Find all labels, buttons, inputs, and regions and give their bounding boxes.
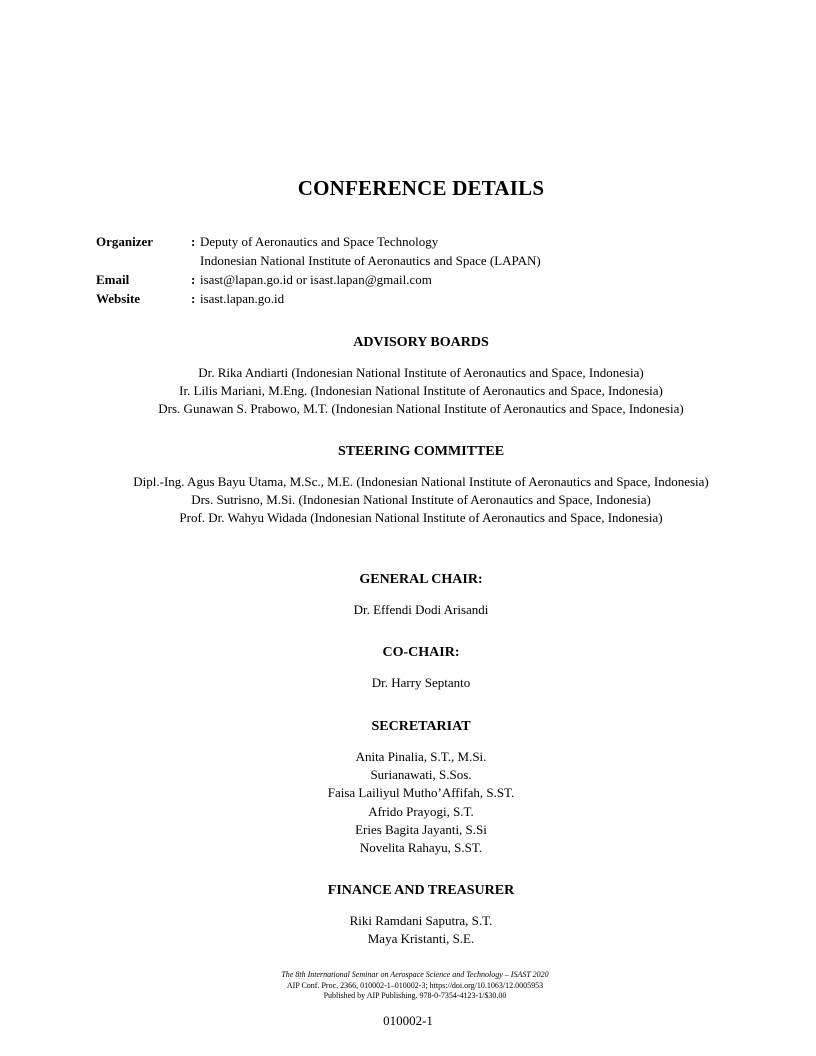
advisory-boards-heading: ADVISORY BOARDS: [353, 335, 489, 350]
general-chair-section: [0, 571, 816, 619]
organizer-value-line1: Deputy of Aeronautics and Space Technology: [200, 234, 439, 249]
finance-list: [0, 912, 816, 948]
organizer-colon: :: [191, 234, 196, 249]
steering-member: Drs. Sutrisno, M.Si. (Indonesian National Institute of Aeronautics and Space, Indonesia): [191, 492, 651, 508]
steering-member: Dipl.-Ing. Agus Bayu Utama, M.Sc., M.E. (Indonesian National Institute of Aeronautics and Space, Indonesia): [133, 474, 709, 489]
secretariat-section: [0, 718, 816, 857]
secretariat-member: Anita Pinalia, S.T., M.Si.: [355, 749, 487, 764]
steering-committee-section: [0, 443, 816, 528]
secretariat-member: Faisa Lailiyul Mutho’Affifah, S.ST.: [327, 785, 515, 801]
steering-committee-heading: STEERING COMMITTEE: [337, 444, 505, 459]
footer-citation: AIP Conf. Proc. 2366, 010002-1–010002-3; https://doi.org/10.1063/12.0005953: [286, 980, 544, 990]
general-chair-member: Dr. Effendi Dodi Arisandi: [353, 602, 489, 617]
co-chair-heading: CO-CHAIR:: [382, 645, 460, 660]
secretariat-member: Surianawati, S.Sos.: [370, 767, 472, 783]
co-chair-section: [0, 644, 816, 692]
advisory-boards-section: [0, 334, 816, 419]
advisory-boards-list: [0, 364, 816, 419]
secretariat-heading: SECRETARIAT: [371, 719, 471, 734]
advisory-member: Dr. Rika Andiarti (Indonesian National Institute of Aeronautics and Space, Indonesia): [198, 365, 644, 380]
email-value: isast@lapan.go.id or isast.lapan@gmail.com: [200, 272, 432, 287]
advisory-member: Drs. Gunawan S. Prabowo, M.T. (Indonesian National Institute of Aeronautics and Space, Indonesia): [158, 401, 684, 417]
organizer-value-line2: Indonesian National Institute of Aeronautics and Space (LAPAN): [200, 253, 541, 268]
finance-section: [0, 882, 816, 948]
website-value: isast.lapan.go.id: [200, 291, 285, 306]
finance-member: Riki Ramdani Saputra, S.T.: [349, 913, 493, 928]
organizer-label: Organizer: [96, 234, 154, 249]
co-chair-list: [0, 674, 816, 692]
finance-member: Maya Kristanti, S.E.: [367, 931, 475, 947]
page-title: CONFERENCE DETAILS: [297, 176, 545, 200]
steering-member: Prof. Dr. Wahyu Widada (Indonesian National Institute of Aeronautics and Space, Indonesia): [179, 510, 663, 526]
secretariat-list: [0, 748, 816, 857]
general-chair-heading: GENERAL CHAIR:: [359, 572, 483, 587]
secretariat-member: Eries Bagita Jayanti, S.Si: [355, 821, 487, 837]
footer-publisher: Published by AIP Publishing. 978-0-7354-4123-1/$30.00: [323, 991, 507, 1000]
page-number: 010002-1: [383, 1013, 433, 1028]
website-label: Website: [96, 291, 141, 306]
footer-journal: The 8th International Seminar on Aerospace Science and Technology – ISAST 2020: [281, 970, 549, 979]
page-footer: [0, 970, 816, 1002]
advisory-member: Ir. Lilis Mariani, M.Eng. (Indonesian National Institute of Aeronautics and Space, Indonesia): [179, 383, 663, 399]
secretariat-member: Afrido Prayogi, S.T.: [368, 803, 474, 819]
email-colon: :: [191, 272, 196, 287]
secretariat-member: Novelita Rahayu, S.ST.: [359, 840, 483, 856]
website-colon: :: [191, 291, 196, 306]
general-chair-list: [0, 601, 816, 619]
steering-committee-list: [0, 473, 816, 528]
email-label: Email: [96, 272, 130, 287]
co-chair-member: Dr. Harry Septanto: [371, 675, 471, 690]
finance-heading: FINANCE AND TREASURER: [327, 883, 515, 898]
